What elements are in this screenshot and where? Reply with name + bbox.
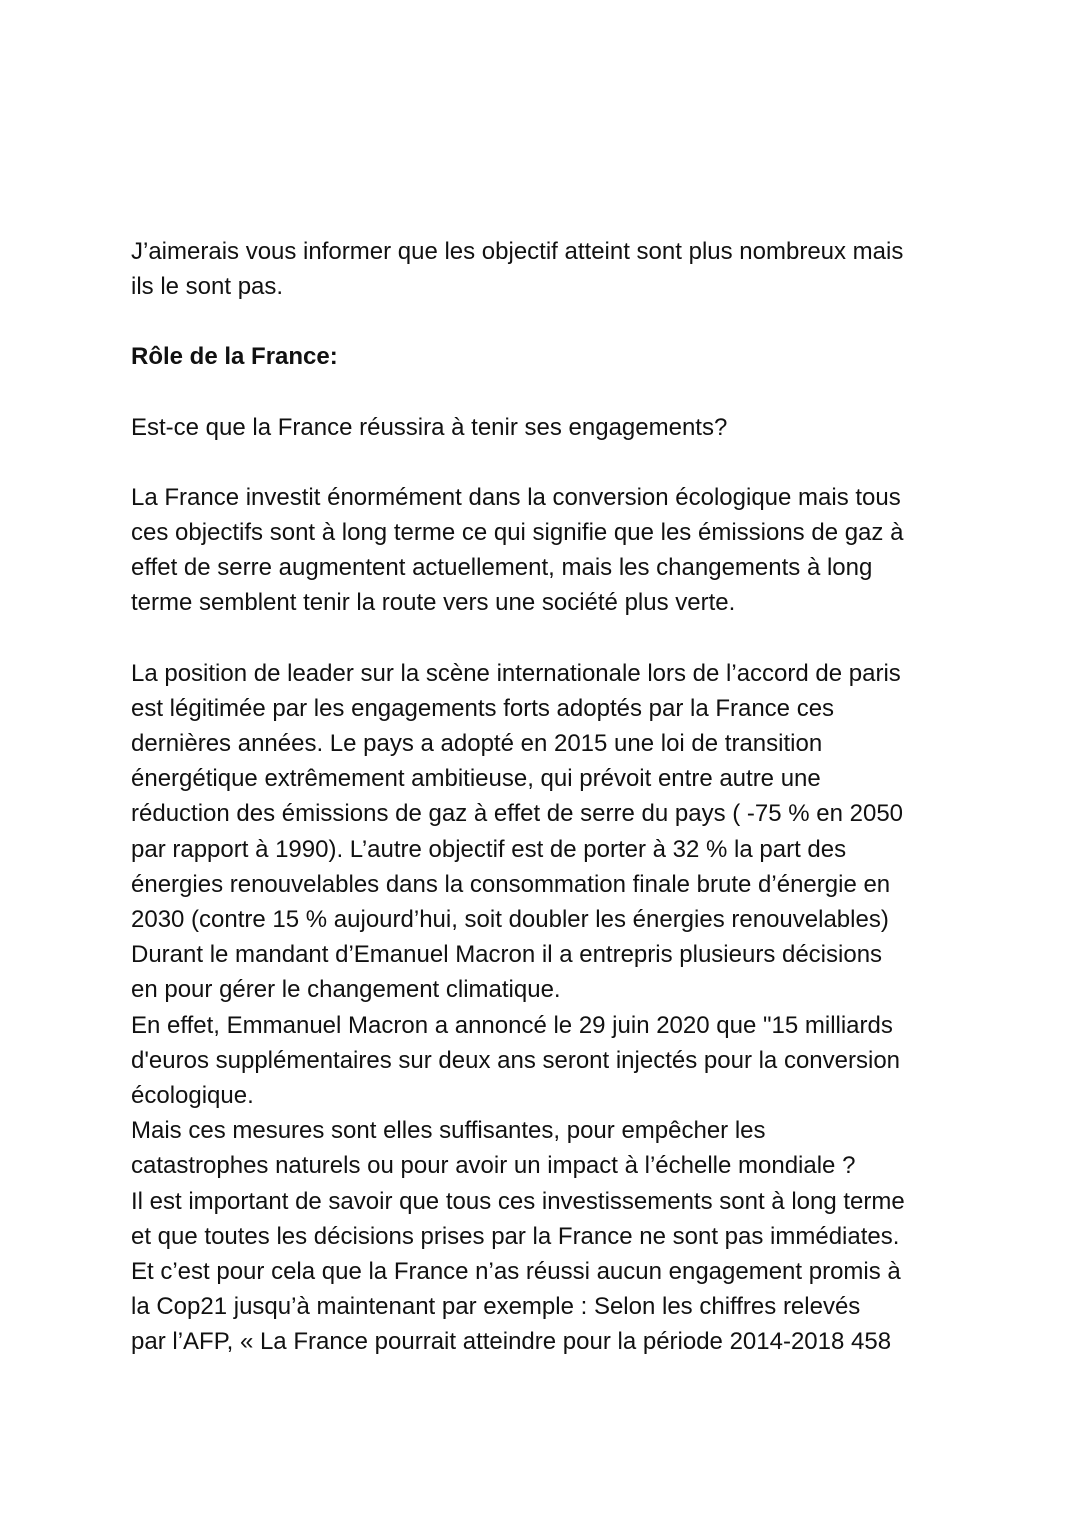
text-line: réduction des émissions de gaz à effet de serre du pays ( -75 % en 2050 [131,800,904,828]
text-line: Il est important de savoir que tous ces investissements sont à long terme [131,1187,905,1215]
text-line: écologique. [131,1082,254,1110]
text-line: Est-ce que la France réussira à tenir ses engagements? [131,413,728,441]
text-line: J’aimerais vous informer que les objectif atteint sont plus nombreux mais [131,238,904,265]
text-line: terme semblent tenir la route vers une société plus verte. [131,589,736,617]
text-line: Mais ces mesures sont elles suffisantes, pour empêcher les [131,1117,766,1145]
question-paragraph [131,410,961,445]
text-line: énergétique extrêmement ambitieuse, qui prévoit entre autre une [131,765,821,793]
text-line: La France investit énormément dans la conversion écologique mais tous [131,483,901,511]
document-body [131,234,961,1360]
heading-text: Rôle de la France: [131,343,338,371]
section-heading [131,339,961,374]
text-line: par l’AFP, « La France pourrait atteindre pour la période 2014-2018 458 [131,1328,892,1356]
intro-paragraph [131,234,961,304]
text-line: catastrophes naturels ou pour avoir un impact à l’échelle mondiale ? [131,1152,856,1180]
text-line: la Cop21 jusqu’à maintenant par exemple : Selon les chiffres relevés [131,1293,861,1321]
text-line: Durant le mandant d’Emanuel Macron il a entrepris plusieurs décisions [131,941,883,969]
text-line: est légitimée par les engagements forts adoptés par la France ces [131,694,835,722]
text-line: 2030 (contre 15 % aujourd’hui, soit doubler les énergies renouvelables) [131,906,889,934]
text-line: et que toutes les décisions prises par la France ne sont pas immédiates. [131,1222,900,1250]
text-line: ils le sont pas. [131,273,284,301]
text-line: Et c’est pour cela que la France n’as réussi aucun engagement promis à [131,1258,901,1286]
leadership-paragraph [131,656,961,1360]
text-line: en pour gérer le changement climatique. [131,976,561,1004]
text-line: d'euros supplémentaires sur deux ans seront injectés pour la conversion [131,1046,901,1074]
text-line: dernières années. Le pays a adopté en 2015 une loi de transition [131,730,823,758]
text-line: par rapport à 1990). L’autre objectif est de porter à 32 % la part des [131,835,847,863]
text-line: énergies renouvelables dans la consommation finale brute d’énergie en [131,870,891,898]
text-line: ces objectifs sont à long terme ce qui signifie que les émissions de gaz à [131,519,904,547]
investment-paragraph [131,480,961,621]
text-line: En effet, Emmanuel Macron a annoncé le 29 juin 2020 que "15 milliards [131,1011,893,1039]
text-line: La position de leader sur la scène internationale lors de l’accord de paris [131,659,901,687]
text-line: effet de serre augmentent actuellement, mais les changements à long [131,554,873,582]
